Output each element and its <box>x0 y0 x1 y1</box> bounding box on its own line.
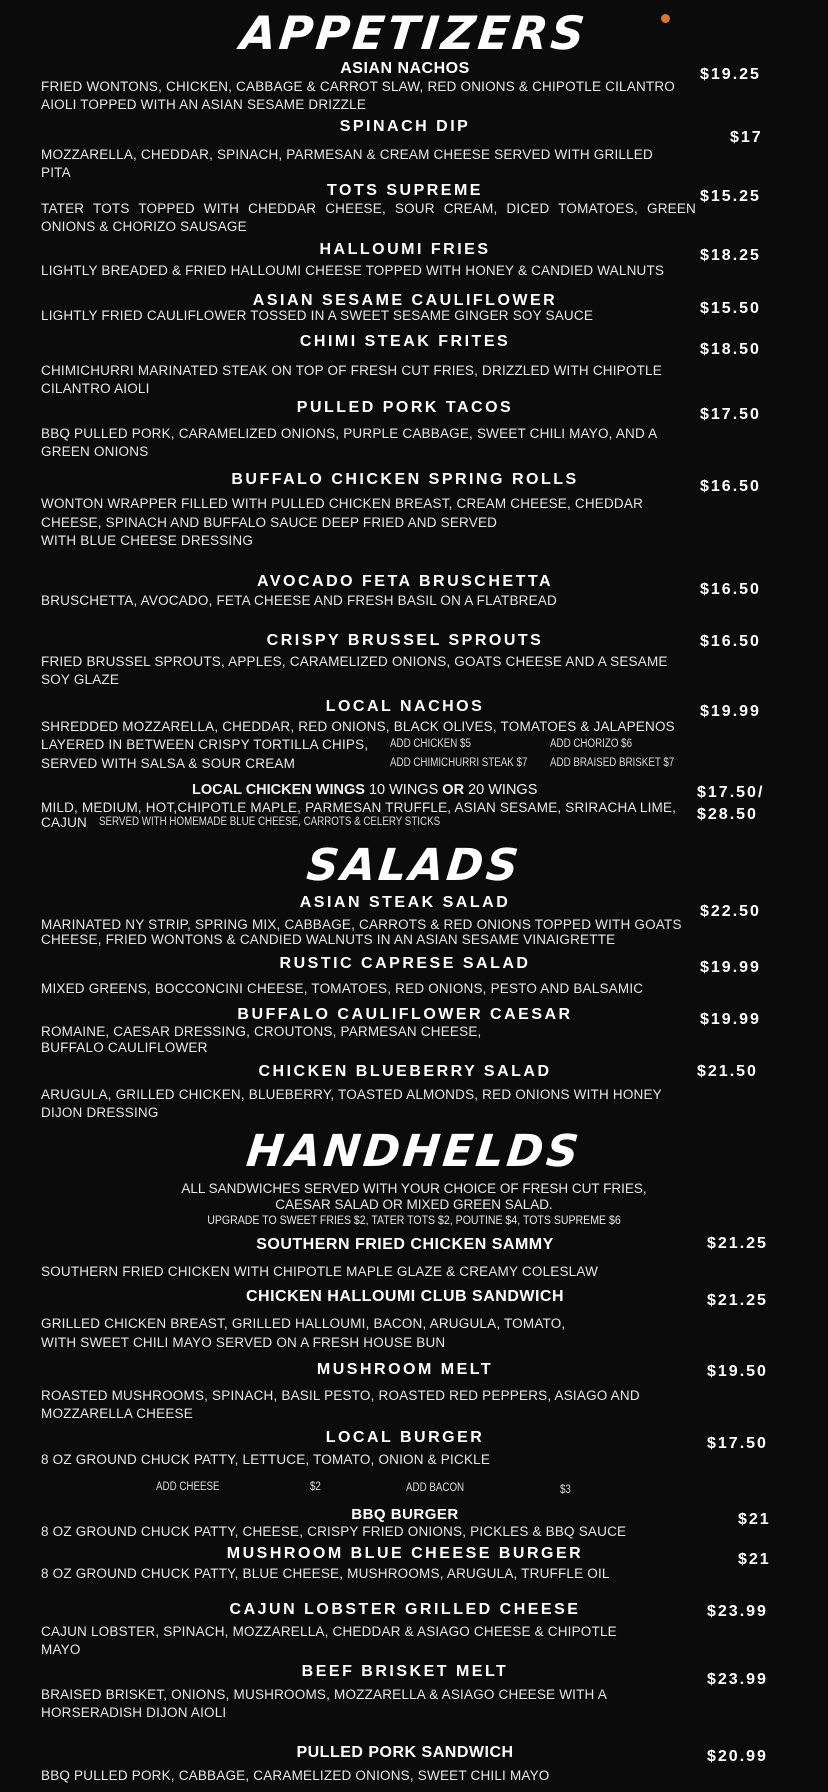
item-name-chicken-blueberry-salad: CHICKEN BLUEBERRY SALAD <box>258 1063 552 1080</box>
addon-cheese-price: $2 <box>310 1481 321 1493</box>
item-price-tots-supreme: $15.25 <box>700 188 761 205</box>
item-desc-halloumi-fries: LIGHTLY BREADED & FRIED HALLOUMI CHEESE TOPPED WITH HONEY & CANDIED WALNUTS <box>41 263 665 278</box>
item-name-mushroom-blue-cheese-burger: MUSHROOM BLUE CHEESE BURGER <box>226 1545 584 1562</box>
wings-flavors-1: MILD, MEDIUM, HOT,CHIPOTLE MAPLE, PARMESAN TRUFFLE, ASIAN SESAME, SRIRACHA LIME, <box>41 800 677 815</box>
item-price-local-burger: $17.50 <box>707 1435 768 1452</box>
item-desc-buffalo-chicken-spring-rolls-1: WONTON WRAPPER FILLED WITH PULLED CHICKEN BREAST, CREAM CHEESE, CHEDDAR <box>41 496 644 511</box>
item-price-asian-nachos: $19.25 <box>700 66 761 83</box>
item-name-buffalo-chicken-spring-rolls: BUFFALO CHICKEN SPRING ROLLS <box>231 471 579 488</box>
item-desc-bbq-burger: 8 OZ GROUND CHUCK PATTY, CHEESE, CRISPY FRIED ONIONS, PICKLES & BBQ SAUCE <box>41 1524 627 1539</box>
item-desc-local-nachos-1: SHREDDED MOZZARELLA, CHEDDAR, RED ONIONS, BLACK OLIVES, TOMATOES & JALAPENOS <box>41 719 675 734</box>
addon-braised-brisket: ADD BRAISED BRISKET $7 <box>550 757 675 769</box>
item-name-asian-nachos: ASIAN NACHOS <box>340 60 470 77</box>
item-price-chicken-halloumi-club-sandwich: $21.25 <box>707 1292 768 1309</box>
item-desc-chicken-blueberry-salad: ARUGULA, GRILLED CHICKEN, BLUEBERRY, TOASTED ALMONDS, RED ONIONS WITH HONEY DIJON DRESSING <box>41 1087 662 1120</box>
item-desc-asian-steak-salad-2: CHEESE, FRIED WONTONS & CANDIED WALNUTS IN AN ASIAN SESAME VINAIGRETTE <box>41 932 616 947</box>
section-title-handhelds: HANDHELDS <box>244 1126 584 1177</box>
item-desc-avocado-feta-bruschetta: BRUSCHETTA, AVOCADO, FETA CHEESE AND FRESH BASIL ON A FLATBREAD <box>41 593 557 608</box>
item-price-buffalo-cauliflower-caesar: $19.99 <box>700 1011 761 1028</box>
item-desc-pulled-pork-tacos: BBQ PULLED PORK, CARAMELIZED ONIONS, PURPLE CABBAGE, SWEET CHILI MAYO, AND A GREEN ONIONS <box>41 426 657 459</box>
addon-chimichurri-steak: ADD CHIMICHURRI STEAK $7 <box>390 757 528 769</box>
item-desc-southern-fried-chicken-sammy: SOUTHERN FRIED CHICKEN WITH CHIPOTLE MAPLE GLAZE & CREAMY COLESLAW <box>41 1264 599 1279</box>
item-price-beef-brisket-melt: $23.99 <box>707 1671 768 1688</box>
wings-price-20: $28.50 <box>697 806 758 823</box>
item-price-rustic-caprese-salad: $19.99 <box>700 959 761 976</box>
item-name-crispy-brussel-sprouts: CRISPY BRUSSEL SPROUTS <box>266 632 544 649</box>
item-price-avocado-feta-bruschetta: $16.50 <box>700 581 761 598</box>
item-price-chimi-steak-frites: $18.50 <box>700 341 761 358</box>
addon-bacon: ADD BACON <box>406 1482 465 1494</box>
item-desc-asian-nachos: FRIED WONTONS, CHICKEN, CABBAGE & CARROT SLAW, RED ONIONS & CHIPOTLE CILANTRO AIOLI TOPPED WITH AN ASIAN SESAME DRIZZLE <box>41 79 675 112</box>
item-name-pulled-pork-tacos: PULLED PORK TACOS <box>296 399 514 416</box>
item-name-mushroom-melt: MUSHROOM MELT <box>316 1361 494 1378</box>
item-desc-spinach-dip: MOZZARELLA, CHEDDAR, SPINACH, PARMESAN & CREAM CHEESE SERVED WITH GRILLED PITA <box>41 147 653 180</box>
item-desc-buffalo-chicken-spring-rolls-2: CHEESE, SPINACH AND BUFFALO SAUCE DEEP FRIED AND SERVED <box>41 515 498 530</box>
item-name-asian-sesame-cauliflower: ASIAN SESAME CAULIFLOWER <box>252 292 558 309</box>
addon-bacon-price: $3 <box>560 1484 571 1496</box>
wings-or: OR <box>442 782 465 798</box>
item-price-mushroom-blue-cheese-burger: $21 <box>738 1551 771 1568</box>
item-desc-buffalo-cauliflower-caesar-1: ROMAINE, CAESAR DRESSING, CROUTONS, PARMESAN CHEESE, <box>41 1024 482 1039</box>
item-price-crispy-brussel-sprouts: $16.50 <box>700 633 761 650</box>
handhelds-note-3: UPGRADE TO SWEET FRIES $2, TATER TOTS $2, POUTINE $4, TOTS SUPREME $6 <box>207 1213 621 1227</box>
item-price-pulled-pork-sandwich: $20.99 <box>707 1748 768 1765</box>
item-name-chicken-halloumi-club-sandwich: CHICKEN HALLOUMI CLUB SANDWICH <box>245 1288 565 1305</box>
item-name-local-nachos: LOCAL NACHOS <box>325 698 485 715</box>
handhelds-note-1: ALL SANDWICHES SERVED WITH YOUR CHOICE OF FRESH CUT FRIES, <box>181 1181 647 1196</box>
item-desc-asian-sesame-cauliflower: LIGHTLY FRIED CAULIFLOWER TOSSED IN A SWEET SESAME GINGER SOY SAUCE <box>41 308 594 323</box>
item-desc-tots-supreme: TATER TOTS TOPPED WITH CHEDDAR CHEESE, SOUR CREAM, DICED TOMATOES, GREEN ONIONS & CHORIZO SAUSAGE <box>41 201 696 234</box>
item-price-buffalo-chicken-spring-rolls: $16.50 <box>700 478 761 495</box>
item-name-southern-fried-chicken-sammy: SOUTHERN FRIED CHICKEN SAMMY <box>256 1236 554 1253</box>
item-desc-mushroom-melt: ROASTED MUSHROOMS, SPINACH, BASIL PESTO, ROASTED RED PEPPERS, ASIAGO AND MOZZARELLA CHEESE <box>41 1388 640 1421</box>
item-name-asian-steak-salad: ASIAN STEAK SALAD <box>299 894 511 911</box>
wings-count-10: 10 WINGS <box>368 782 439 798</box>
wings-price-10: $17.50/ <box>697 784 765 801</box>
item-name-pulled-pork-sandwich: PULLED PORK SANDWICH <box>296 1744 514 1761</box>
item-price-cajun-lobster-grilled-cheese: $23.99 <box>707 1603 768 1620</box>
wings-served-with: SERVED WITH HOMEMADE BLUE CHEESE, CARROTS & CELERY STICKS <box>99 816 441 828</box>
item-desc-local-nachos-2: LAYERED IN BETWEEN CRISPY TORTILLA CHIPS, <box>41 737 369 752</box>
wings-count-20: 20 WINGS <box>468 782 538 798</box>
item-name-beef-brisket-melt: BEEF BRISKET MELT <box>301 1663 509 1680</box>
item-desc-rustic-caprese-salad: MIXED GREENS, BOCCONCINI CHEESE, TOMATOES, RED ONIONS, PESTO AND BALSAMIC <box>41 981 644 996</box>
item-price-asian-sesame-cauliflower: $15.50 <box>700 300 761 317</box>
item-desc-buffalo-cauliflower-caesar-2: BUFFALO CAULIFLOWER <box>41 1040 208 1055</box>
addon-cheese: ADD CHEESE <box>156 1481 220 1493</box>
item-desc-beef-brisket-melt: BRAISED BRISKET, ONIONS, MUSHROOMS, MOZZARELLA & ASIAGO CHEESE WITH A HORSERADISH DIJON AIOLI <box>41 1687 607 1720</box>
addon-chicken: ADD CHICKEN $5 <box>390 738 471 750</box>
item-name-cajun-lobster-grilled-cheese: CAJUN LOBSTER GRILLED CHEESE <box>229 1601 581 1618</box>
item-name-spinach-dip: SPINACH DIP <box>339 118 471 135</box>
item-name-local-chicken-wings: LOCAL CHICKEN WINGS <box>192 782 365 798</box>
item-price-mushroom-melt: $19.50 <box>707 1363 768 1380</box>
item-desc-chicken-halloumi-club-sandwich-2: WITH SWEET CHILI MAYO SERVED ON A FRESH HOUSE BUN <box>41 1335 446 1350</box>
item-price-southern-fried-chicken-sammy: $21.25 <box>707 1235 768 1252</box>
item-desc-chicken-halloumi-club-sandwich-1: GRILLED CHICKEN BREAST, GRILLED HALLOUMI, BACON, ARUGULA, TOMATO, <box>41 1316 566 1331</box>
section-title-appetizers: APPETIZERS <box>238 6 590 60</box>
item-price-bbq-burger: $21 <box>738 1511 771 1528</box>
item-name-buffalo-cauliflower-caesar: BUFFALO CAULIFLOWER CAESAR <box>237 1006 573 1023</box>
item-desc-local-burger: 8 OZ GROUND CHUCK PATTY, LETTUCE, TOMATO, ONION & PICKLE <box>41 1452 491 1467</box>
item-desc-local-nachos-3: SERVED WITH SALSA & SOUR CREAM <box>41 756 296 771</box>
addon-chorizo: ADD CHORIZO $6 <box>550 738 633 750</box>
item-desc-asian-steak-salad-1: MARINATED NY STRIP, SPRING MIX, CABBAGE, CARROTS & RED ONIONS TOPPED WITH GOATS <box>41 917 682 932</box>
handhelds-note-2: CAESAR SALAD OR MIXED GREEN SALAD. <box>275 1197 553 1212</box>
item-name-local-burger: LOCAL BURGER <box>325 1429 485 1446</box>
item-price-chicken-blueberry-salad: $21.50 <box>697 1063 758 1080</box>
item-desc-crispy-brussel-sprouts: FRIED BRUSSEL SPROUTS, APPLES, CARAMELIZED ONIONS, GOATS CHEESE AND A SESAME SOY GLAZE <box>41 654 668 687</box>
item-name-chimi-steak-frites: CHIMI STEAK FRITES <box>299 333 511 350</box>
item-name-local-chicken-wings-row <box>192 782 537 798</box>
item-desc-chimi-steak-frites: CHIMICHURRI MARINATED STEAK ON TOP OF FRESH CUT FRIES, DRIZZLED WITH CHIPOTLE CILANTRO AIOLI <box>41 363 662 396</box>
item-price-asian-steak-salad: $22.50 <box>700 903 761 920</box>
item-price-halloumi-fries: $18.25 <box>700 247 761 264</box>
item-desc-mushroom-blue-cheese-burger: 8 OZ GROUND CHUCK PATTY, BLUE CHEESE, MUSHROOMS, ARUGULA, TRUFFLE OIL <box>41 1566 610 1581</box>
wings-flavors-2: CAJUN <box>41 815 88 830</box>
item-name-tots-supreme: TOTS SUPREME <box>327 182 483 199</box>
item-name-rustic-caprese-salad: RUSTIC CAPRESE SALAD <box>279 955 531 972</box>
section-title-salads: SALADS <box>304 840 524 891</box>
item-name-bbq-burger: BBQ BURGER <box>351 1506 459 1523</box>
item-name-avocado-feta-bruschetta: AVOCADO FETA BRUSCHETTA <box>256 573 553 590</box>
item-price-pulled-pork-tacos: $17.50 <box>700 406 761 423</box>
item-desc-cajun-lobster-grilled-cheese: CAJUN LOBSTER, SPINACH, MOZZARELLA, CHEDDAR & ASIAGO CHEESE & CHIPOTLE MAYO <box>41 1624 617 1657</box>
item-price-local-nachos: $19.99 <box>700 703 761 720</box>
item-desc-pulled-pork-sandwich: BBQ PULLED PORK, CABBAGE, CARAMELIZED ONIONS, SWEET CHILI MAYO <box>41 1768 550 1783</box>
item-name-halloumi-fries: HALLOUMI FRIES <box>319 241 491 258</box>
item-desc-buffalo-chicken-spring-rolls-3: WITH BLUE CHEESE DRESSING <box>41 533 254 548</box>
item-price-spinach-dip: $17 <box>730 129 763 146</box>
